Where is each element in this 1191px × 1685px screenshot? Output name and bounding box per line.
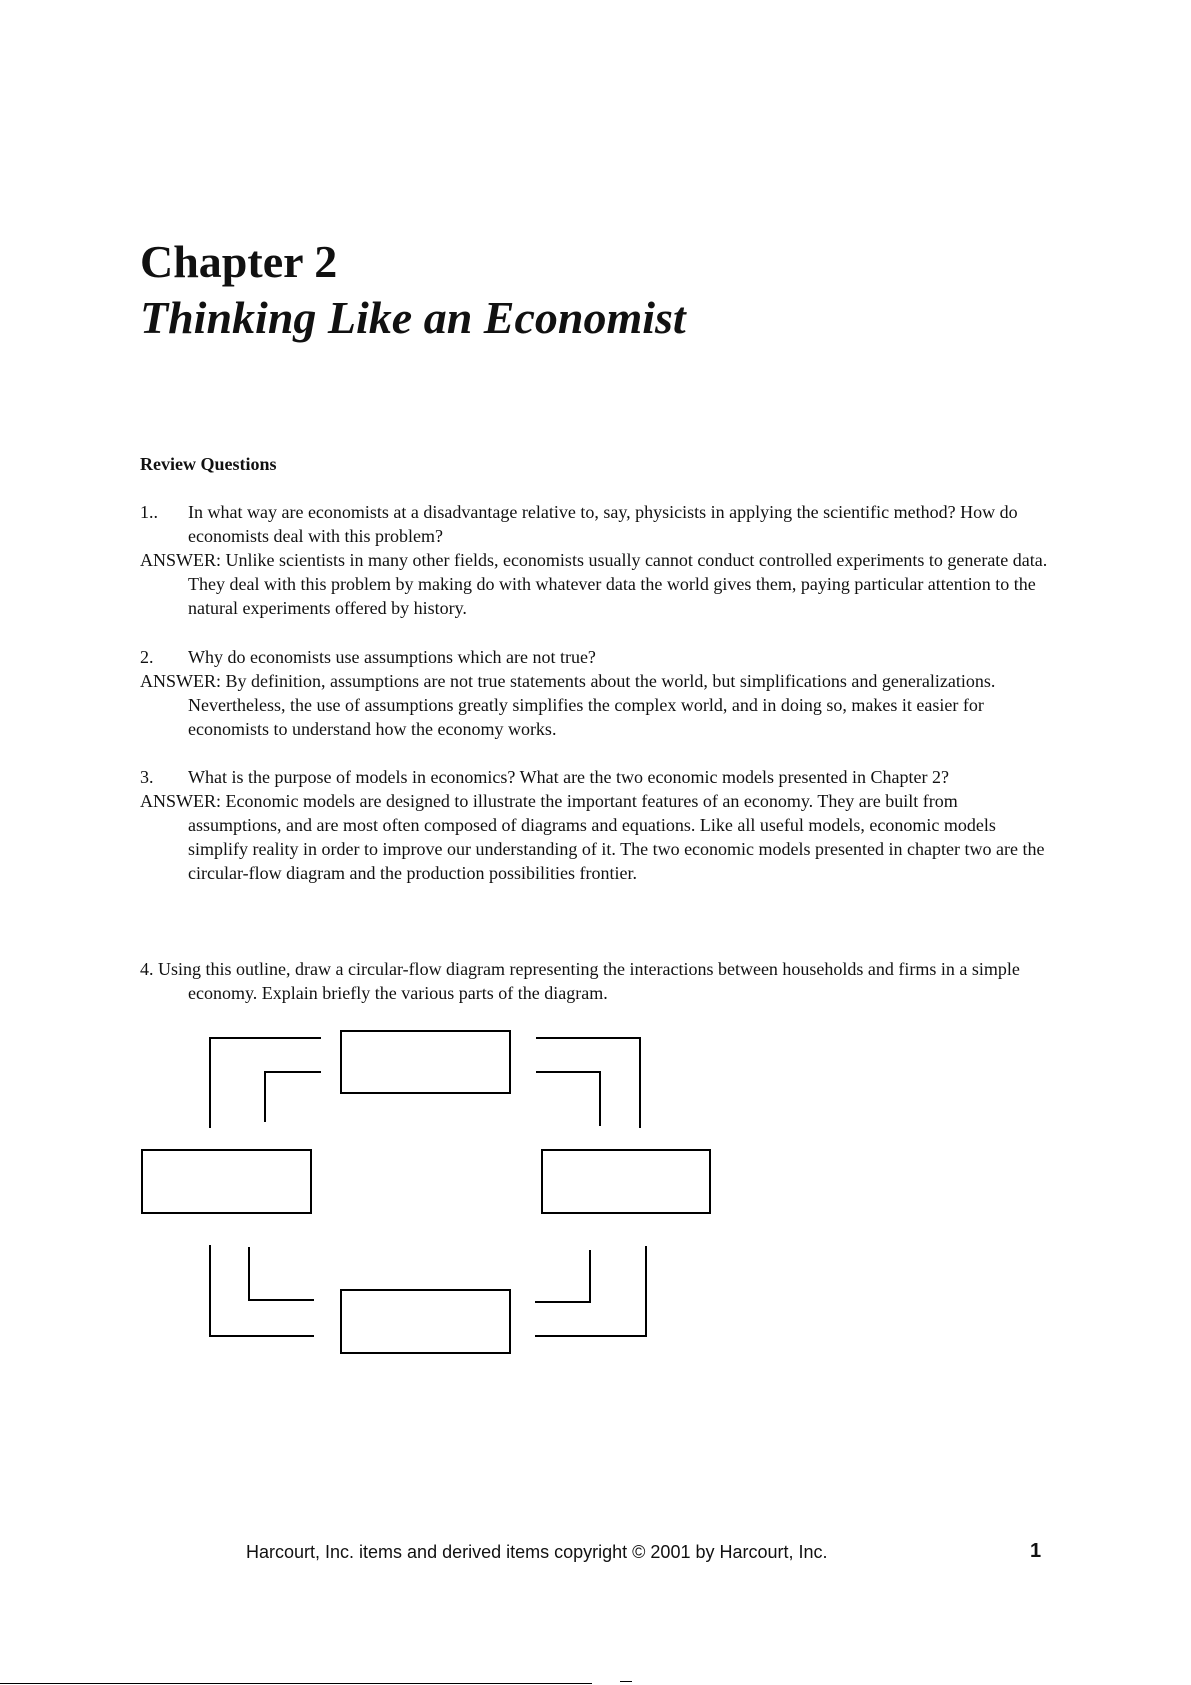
answer-3: ANSWER: Economic models are designed to illustrate the important features of an economy. They are built from assumptions, and are most often composed of diagrams and equations. Like all useful models, economic models simplify reality in order to improve our understanding of it. The two economic models presented in chapter two are the circular-flow diagram and the production possibilities frontier. [140,791,1045,883]
outline-box-left [142,1150,311,1213]
outline-corner-bottom-left-inner [249,1247,314,1300]
bottom-mark [620,1681,632,1682]
footer-copyright: Harcourt, Inc. items and derived items copyright © 2001 by Harcourt, Inc. [246,1542,828,1562]
page-number: 1 [1030,1540,1042,1562]
outline-corner-bottom-right-inner [535,1250,590,1302]
answer-2: ANSWER: By definition, assumptions are not true statements about the world, but simplifications and generalizations. Nevertheless, the use of assumptions greatly simplifies the complex world, and in doing so, makes it easier for economists to understand how the economy works. [140,671,996,739]
chapter-number: Chapter 2 [140,236,338,287]
outline-corner-top-right-inner [536,1072,600,1126]
outline-corner-top-left-inner [265,1072,321,1122]
question-number: 1.. [140,502,158,522]
outline-corner-top-right-outer [536,1038,640,1128]
question-text: In what way are economists at a disadvantage relative to, say, physicists in applying the scientific method? How do economists deal with this problem? [188,502,1018,546]
question-text: What is the purpose of models in economics? What are the two economic models presented in Chapter 2? [188,767,949,787]
question-4: 4. Using this outline, draw a circular-flow diagram representing the interactions between households and firms in a simple economy. Explain briefly the various parts of the diagram. [140,959,1020,1003]
outline-box-bottom [341,1290,510,1353]
outline-box-top [341,1031,510,1093]
question-text: Why do economists use assumptions which are not true? [188,647,596,667]
bottom-rule [0,1683,592,1684]
section-label: Review Questions [140,454,277,474]
chapter-title: Thinking Like an Economist [140,292,686,343]
answer-1: ANSWER: Unlike scientists in many other fields, economists usually cannot conduct controlled experiments to generate data. They deal with this problem by making do with whatever data the world gives them, paying particular attention to the natural experiments offered by history. [140,550,1048,618]
question-number: 3. [140,767,154,787]
outline-box-right [542,1150,710,1213]
outline-corner-bottom-left-outer [210,1245,314,1336]
question-number: 2. [140,647,154,667]
